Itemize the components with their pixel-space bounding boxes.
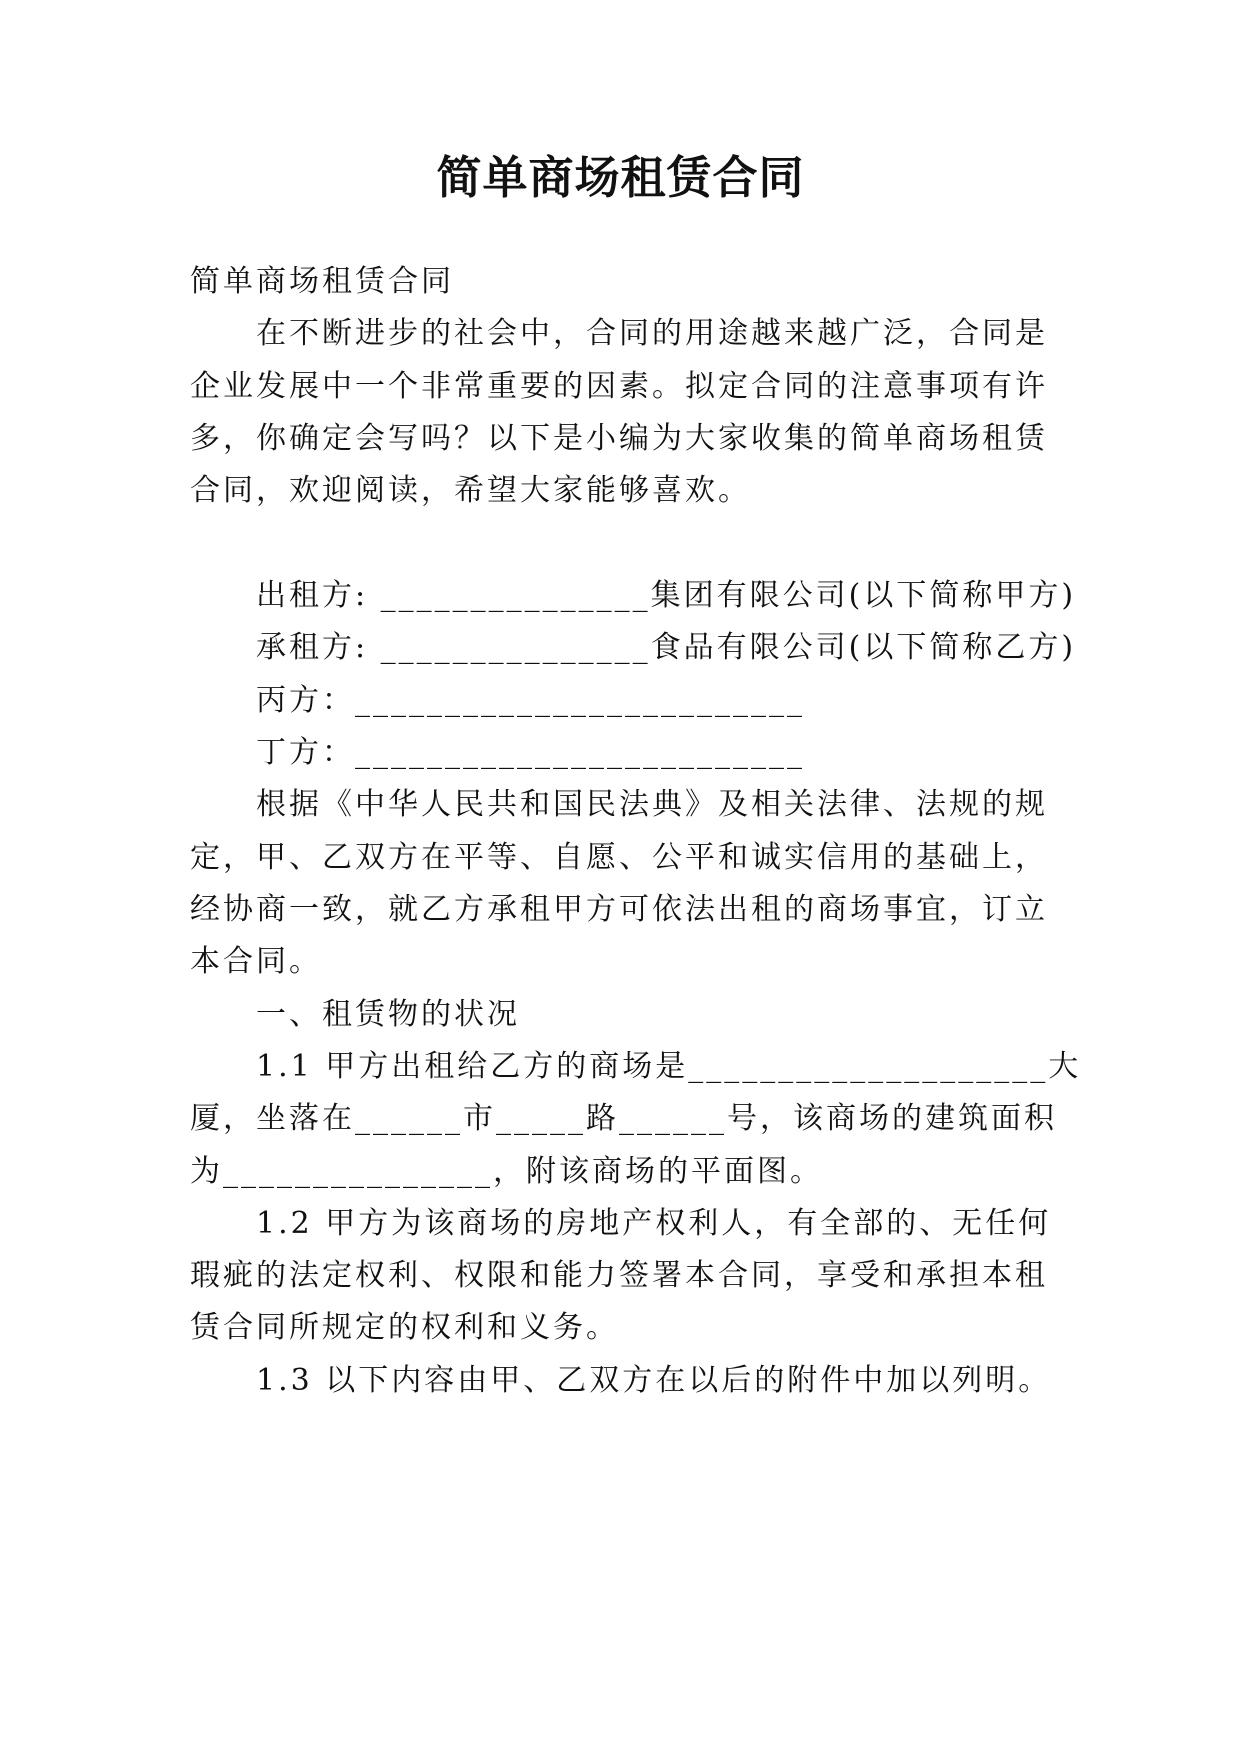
party-d: 丁方：_________________________: [256, 735, 805, 770]
clause-1-1-line-3: 为_______________，附该商场的平面图。: [190, 1154, 823, 1189]
intro-line-4: 合同，欢迎阅读，希望大家能够喜欢。: [190, 473, 751, 508]
intro-line-2: 企业发展中一个非常重要的因素。拟定合同的注意事项有许: [190, 369, 1048, 404]
document-title: 简单商场租赁合同: [436, 151, 805, 204]
basis-line-1: 根据《中华人民共和国民法典》及相关法律、法规的规: [256, 787, 1048, 822]
party-lessee: 承租方: _______________食品有限公司(以下简称乙方): [256, 630, 1077, 665]
document-subtitle: 简单商场租赁合同: [190, 264, 454, 299]
clause-1-2-line-3: 赁合同所规定的权利和义务。: [190, 1310, 619, 1345]
party-lessor: 出租方: _______________集团有限公司(以下简称甲方): [256, 578, 1077, 613]
clause-1-2-line-1: 1.2 甲方为该商场的房地产权利人，有全部的、无任何: [256, 1206, 1052, 1241]
clause-1-3-line-1: 1.3 以下内容由甲、乙双方在以后的附件中加以列明。: [256, 1363, 1052, 1398]
clause-1-1-line-1: 1.1 甲方出租给乙方的商场是____________________大: [256, 1049, 1082, 1084]
basis-line-4: 本合同。: [190, 944, 322, 979]
basis-line-3: 经协商一致，就乙方承租甲方可依法出租的商场事宜，订立: [190, 892, 1048, 927]
intro-line-3: 多，你确定会写吗？以下是小编为大家收集的简单商场租赁: [190, 421, 1048, 456]
clause-1-1-line-2: 厦，坐落在______市_____路______号，该商场的建筑面积: [190, 1101, 1057, 1136]
basis-line-2: 定，甲、乙双方在平等、自愿、公平和诚实信用的基础上，: [190, 840, 1048, 875]
party-c: 丙方：_________________________: [256, 683, 805, 718]
intro-line-1: 在不断进步的社会中，合同的用途越来越广泛，合同是: [256, 316, 1048, 351]
clause-1-2-line-2: 瑕疵的法定权利、权限和能力签署本合同，享受和承担本租: [190, 1258, 1048, 1293]
section-heading-1: 一、租赁物的状况: [256, 997, 520, 1032]
